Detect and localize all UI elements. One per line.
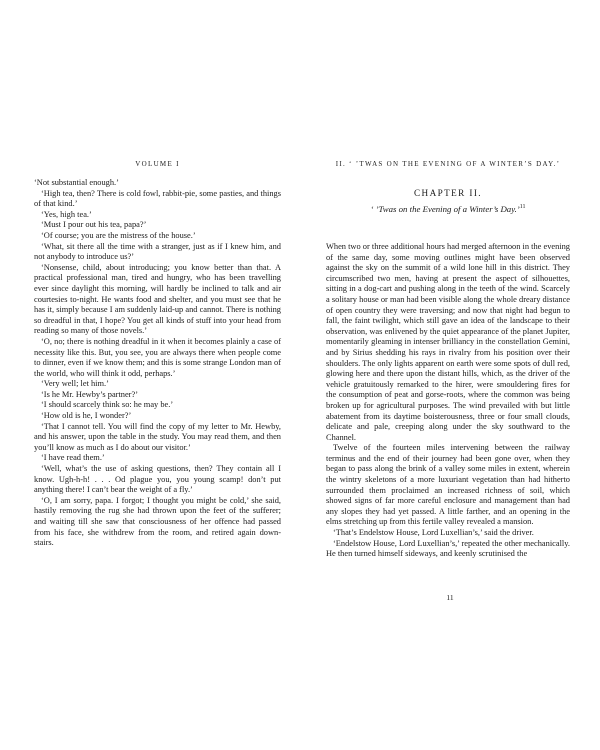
paragraph: ‘O, no; there is nothing dreadful in it when it becomes plainly a case of necessity like this. But, you see, you are always there when people come to dinner, even if we know them; and this is some strange London man of the world, who will think it odd, perhaps.’: [34, 336, 281, 378]
footnote-mark: 11: [519, 204, 526, 211]
running-head-left: VOLUME I: [135, 160, 180, 168]
paragraph: ‘Nonsense, child, about introducing; you know better than that. A practical professional man, tired and hungry, who has been travelling ever since daylight this morning, will hardly be inclined to talk and air courtesies to-night. He wants food and shelter, and you must see that he has it, simply because I am suddenly laid-up and cannot. There is nothing so dreadful in that, I hope? You get all kinds of stuff into your head from reading so many of those novels.’: [34, 262, 281, 336]
paragraph: ‘Very well; let him.’: [41, 379, 109, 389]
paragraph: ‘High tea, then? There is cold fowl, rabbit-pie, some pasties, and things of that kind.’: [34, 188, 281, 209]
page-number: 11: [446, 593, 454, 602]
paragraph: ‘Endelstow House, Lord Luxellian’s,’ repeated the other mechanically. He then turned himself sideways, and keenly scrutinised the: [326, 538, 570, 559]
paragraph: ‘Not substantial enough.’: [34, 178, 119, 187]
paragraph: ‘What, sit there all the time with a stranger, just as if I knew him, and not anybody to introduce us?’: [34, 241, 281, 262]
running-head-right: II. ‘ ’TWAS ON THE EVENING OF A WINTER’S DAY.’: [335, 160, 561, 168]
paragraph: ‘How old is he, I wonder?’: [41, 411, 132, 421]
chapter-subtitle-text: ‘ ’Twas on the Evening of a Winter’s Day.’: [370, 204, 520, 214]
paragraph: When two or three additional hours had merged afternoon in the evening of the same day, some moving outlines might have been observed against the sky on the summit of a wild lone hill in this district. They circumscribed two men, having at present the aspect of silhouettes, sitting in a dog-cart and pushing along in the teeth of the wind. Scarcely a solitary house or man had been visible along the whole dreary distance of open country they were traversing; and now that night had begun to fall, the faint twilight, which still gave an idea of the landscape to their observation, was enlivened by the quiet appearance of the planet Jupiter, momentarily gleaming in intenser brilliancy in the constellation Gemini, and by Sirius shedding his rays in rivalry from his position over their shoulders. The only lights apparent on earth were some spots of dull red, glowing here and there upon the distant hills, which, as the driver of the vehicle gratuitously remarked to the hirer, were smouldering fires for the consumption of peat and gorse-roots, where the common was being broken up for agricultural purposes. The wind prevailed with but little abatement from its daytime boisterousness, three or four small clouds, delicate and pale, creeping along under the sky southward to the Channel.: [326, 242, 570, 442]
paragraph: ‘Must I pour out his tea, papa?’: [41, 220, 147, 230]
paragraph: ‘I should scarcely think so: he may be.’: [41, 400, 174, 410]
paragraph: ‘I have read them.’: [41, 453, 105, 463]
right-page: [300, 0, 600, 750]
left-page-text: [34, 178, 281, 549]
paragraph: ‘That’s Endelstow House, Lord Luxellian’s,’ said the driver.: [333, 528, 534, 538]
paragraph: Twelve of the fourteen miles intervening between the railway terminus and the end of their journey had been gone over, when they began to pass along the brink of a valley some miles in extent, wherein the wintry skeletons of a more luxuriant vegetation than had hitherto surrounded them proclaimed an increased richness of soil, which showed signs of far more careful enclosure and management than had any slopes they had yet passed. A little farther, and an opening in the elms stretching up from this fertile valley revealed a mansion.: [326, 443, 570, 527]
chapter-title: CHAPTER II.: [414, 188, 482, 198]
paragraph: ‘Yes, high tea.’: [41, 209, 92, 219]
chapter-subtitle: [326, 204, 570, 214]
right-page-text: [326, 242, 570, 560]
paragraph: ‘O, I am sorry, papa. I forgot; I thought you might be cold,’ she said, hastily removing the rug she had thrown upon the feet of the sufferer; and waiting till she saw that consciousness of her offence had passed from his face, she withdrew from the room, and retired again down-stairs.: [34, 495, 281, 548]
paragraph: ‘Of course; you are the mistress of the house.’: [41, 230, 196, 240]
paragraph: ‘That I cannot tell. You will find the copy of my letter to Mr. Hewby, and his answer, upon the table in the study. You may read them, and then you’ll know as much as I do about our visitor.’: [34, 421, 281, 452]
paragraph: ‘Well, what’s the use of asking questions, then? They contain all I know. Ugh-h-h! . . . Od plague you, you young scamp! don’t put anything there! I can’t bear the weight of a fly.’: [34, 464, 281, 495]
paragraph: ‘Is he Mr. Hewby’s partner?’: [41, 389, 138, 399]
